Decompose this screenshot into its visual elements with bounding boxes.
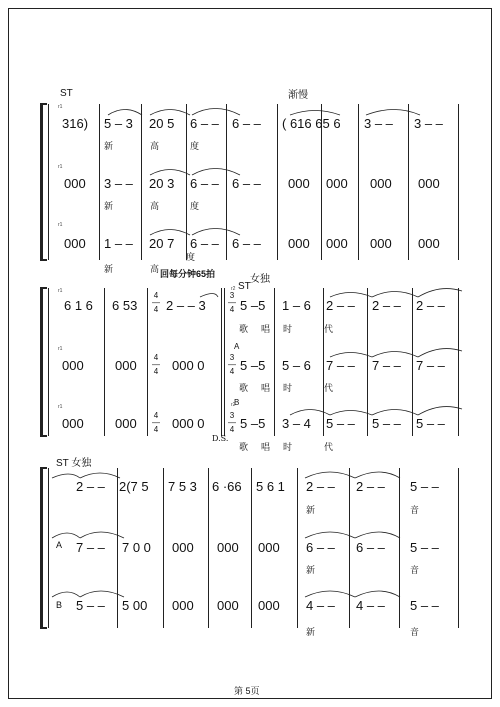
time-signature: 3 — 4 [228, 291, 236, 314]
measure: 2(7 5 [119, 479, 149, 494]
lyric: 度 [190, 202, 200, 212]
measure: 3 – – [414, 116, 443, 131]
measure: 7 5 3 [168, 479, 197, 494]
measure: 3 – – [364, 116, 393, 131]
measure: 2 – – [326, 298, 355, 313]
measure: 4 – – [356, 598, 385, 613]
measure: 000 [115, 416, 137, 431]
system-bracket [40, 288, 47, 436]
lyric: 新 [104, 202, 114, 212]
lyric: 新 [306, 628, 316, 638]
lyric: 时 [283, 325, 293, 335]
measure: 000 [258, 540, 280, 555]
lyric: 高 [150, 202, 160, 212]
measure: 2 – – [356, 479, 385, 494]
measure: 5 00 [122, 598, 148, 613]
measure: 6 – – [232, 236, 261, 251]
measure: 000 0 [172, 358, 205, 373]
measure: 4 – – [306, 598, 335, 613]
time-signature: 3 — 4 [228, 411, 236, 434]
measure: 000 [172, 598, 194, 613]
lyric: 代 [324, 325, 334, 335]
measure: 7 0 0 [122, 540, 151, 555]
measure: 7 – – [416, 358, 445, 373]
measure: 2 – – 3 [166, 298, 206, 313]
lyric: 歌 [239, 325, 249, 335]
measure: 000 [288, 176, 310, 191]
measure: 5 –5 [240, 416, 266, 431]
measure: 6 1 6 [64, 298, 93, 313]
measure: 20 7 [149, 236, 175, 251]
lyric: 时 [283, 384, 293, 394]
lyric: 唱 [261, 325, 271, 335]
measure: 000 [258, 598, 280, 613]
part-label-b: B [234, 398, 240, 407]
measure: 000 [370, 176, 392, 191]
part-label-b: B [56, 600, 63, 610]
measure: 5 – – [76, 598, 105, 613]
solo-label: 女独 [250, 274, 270, 285]
measure: 6 – – [306, 540, 335, 555]
lyric: 度 [190, 142, 200, 152]
lyric: 唱 [261, 443, 271, 453]
lyric: 新 [104, 265, 114, 275]
measure: 6 ·66 [212, 479, 242, 494]
measure: 000 [217, 540, 239, 555]
measure: 000 [172, 540, 194, 555]
lyric: 高 [150, 142, 160, 152]
measure: 000 [370, 236, 392, 251]
measure: 20 3 [149, 176, 175, 191]
measure: 5 6 1 [256, 479, 285, 494]
lyric: 时 [283, 443, 293, 453]
measure: 6 53 [112, 298, 138, 313]
measure: 000 [326, 236, 348, 251]
part-label-a: A [56, 540, 63, 550]
measure: 000 [288, 236, 310, 251]
lyric: 新 [306, 566, 316, 576]
measure: 2 – – [416, 298, 445, 313]
measure: 000 [418, 176, 440, 191]
time-signature: 3 — 4 [228, 353, 236, 376]
measure: 5 –5 [240, 358, 266, 373]
time-signature: 4 — 4 [152, 411, 160, 434]
time-signature: 4 — 4 [152, 291, 160, 314]
measure: 000 [326, 176, 348, 191]
page-frame [8, 8, 492, 699]
measure: 000 [62, 358, 84, 373]
measure: 000 [217, 598, 239, 613]
measure: 7 – – [76, 540, 105, 555]
measure: 000 [418, 236, 440, 251]
measure: 000 [115, 358, 137, 373]
lyric: 新 [104, 142, 114, 152]
measure: 2 – – [372, 298, 401, 313]
measure: 5 – – [410, 540, 439, 555]
measure: 000 [64, 236, 86, 251]
measure: 6 – – [232, 116, 261, 131]
measure: 5 – – [410, 598, 439, 613]
measure: 000 0 [172, 416, 205, 431]
lyric: 代 [324, 384, 334, 394]
lyric: 唱 [261, 384, 271, 394]
measure: 7 – – [326, 358, 355, 373]
measure: 316) [62, 116, 89, 131]
measure: ( 616 65 6 [282, 116, 341, 131]
measure: 2 – – [76, 479, 105, 494]
measure: 1 – – [104, 236, 133, 251]
tempo-instruction: 回每分钟65拍 [160, 269, 216, 279]
time-signature: 4 — 4 [152, 353, 160, 376]
part-label-st-solo: ST 女独 [56, 458, 92, 469]
lyric: 度 [186, 253, 196, 263]
part-label-st: ST [238, 281, 251, 292]
lyric: 新 [306, 506, 316, 516]
measure: 5 – – [326, 416, 355, 431]
tempo-mark: 渐慢 [288, 90, 308, 101]
system-bracket [40, 104, 47, 260]
ds-mark: D.S. [212, 434, 229, 443]
measure: 6 – – [232, 176, 261, 191]
measure: 20 5 [149, 116, 175, 131]
measure: 7 – – [372, 358, 401, 373]
lyric: 高 [150, 265, 160, 275]
system-bracket [40, 468, 47, 628]
measure: 6 – – [190, 236, 219, 251]
measure: 6 – – [190, 116, 219, 131]
part-label-st: ST [60, 88, 73, 99]
lyric: 歌 [239, 443, 249, 453]
lyric: 代 [324, 443, 334, 453]
measure: 000 [64, 176, 86, 191]
page-number: 第 5页 [234, 686, 260, 696]
lyric: 音 [410, 506, 420, 516]
measure: 6 – – [190, 176, 219, 191]
lyric: 音 [410, 628, 420, 638]
measure: 5 – – [372, 416, 401, 431]
measure: 1 – 6 [282, 298, 311, 313]
measure: 5 –5 [240, 298, 266, 313]
lyric: 歌 [239, 384, 249, 394]
measure: 5 – – [416, 416, 445, 431]
lyric: 音 [410, 566, 420, 576]
measure: 6 – – [356, 540, 385, 555]
measure: 000 [62, 416, 84, 431]
measure: 5 – 6 [282, 358, 311, 373]
measure: 5 – 3 [104, 116, 133, 131]
part-label-a: A [234, 342, 240, 351]
measure: 3 – 4 [282, 416, 311, 431]
measure: 3 – – [104, 176, 133, 191]
measure: 5 – – [410, 479, 439, 494]
measure: 2 – – [306, 479, 335, 494]
